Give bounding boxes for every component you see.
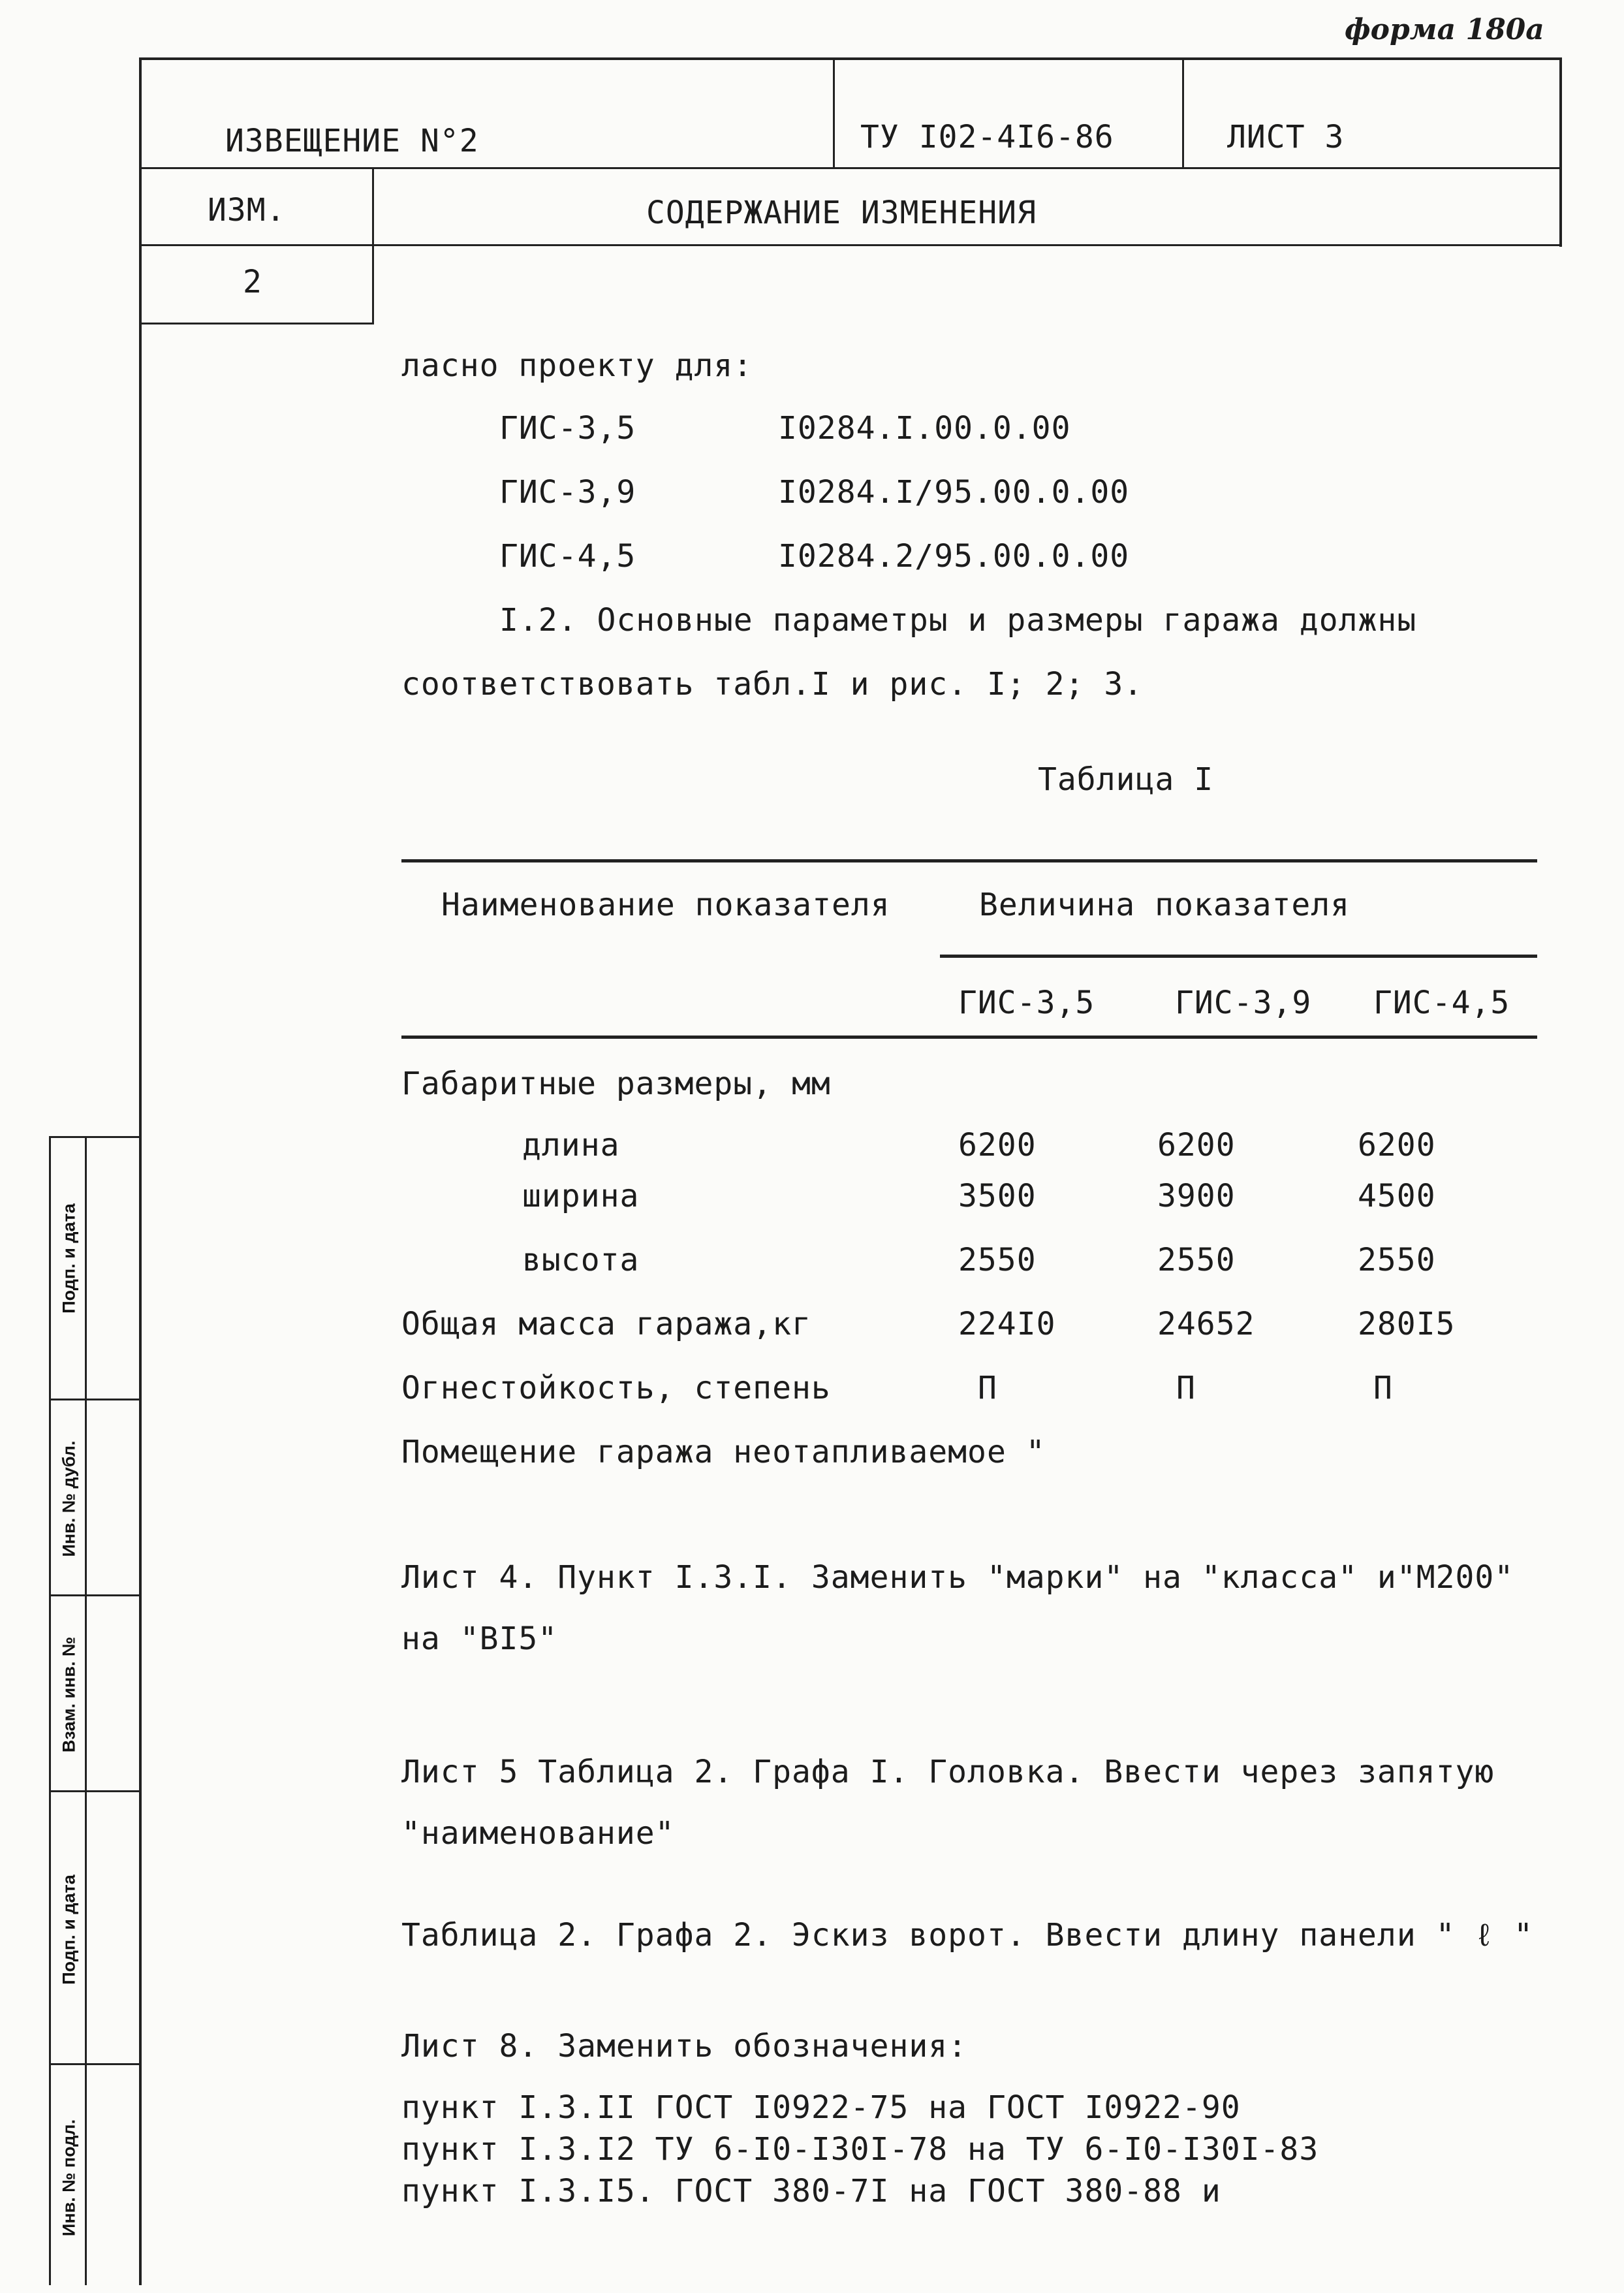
frame-top bbox=[139, 57, 1562, 60]
notice-number: ИЗВЕЩЕНИЕ N°2 bbox=[225, 123, 479, 159]
table-cell: П bbox=[1373, 1370, 1393, 1406]
table-cell: 2550 bbox=[1157, 1242, 1236, 1278]
stamp-strip-sep bbox=[49, 1790, 142, 1792]
spec-number: ТУ I02-4I6-86 bbox=[860, 119, 1114, 155]
table-cell: 6200 bbox=[1358, 1127, 1436, 1163]
stamp-strip-sep bbox=[49, 1399, 142, 1400]
change-item: пункт I.3.II ГОСТ I0922-75 на ГОСТ I0922-90 bbox=[401, 2089, 1241, 2126]
paragraph-1-2-line2: соответствовать табл.I и рис. I; 2; 3. bbox=[401, 666, 1144, 703]
column-row-line bbox=[139, 244, 1562, 246]
table-row-label: высота bbox=[522, 1242, 640, 1278]
table-cell: 2550 bbox=[1358, 1242, 1436, 1278]
stamp-strip-sep bbox=[49, 2063, 142, 2065]
table-row-label: ширина bbox=[522, 1178, 640, 1214]
table-cell: 4500 bbox=[1358, 1178, 1436, 1214]
stamp-strip-top bbox=[49, 1136, 142, 1138]
sheet-number: ЛИСТ 3 bbox=[1227, 119, 1345, 155]
table-model-header: ГИС-3,9 bbox=[1175, 985, 1312, 1021]
table-header-bottom-rule bbox=[401, 1036, 1537, 1039]
change-table2: Таблица 2. Графа 2. Эскиз ворот. Ввести длину панели " ℓ " bbox=[401, 1917, 1534, 1953]
table-cell: 24652 bbox=[1157, 1306, 1255, 1342]
frame-left bbox=[139, 57, 142, 2285]
header-row-line bbox=[139, 167, 1562, 169]
table-cell: П bbox=[978, 1370, 997, 1406]
table-header-value: Величина показателя bbox=[979, 887, 1351, 923]
table-cell: 280I5 bbox=[1358, 1306, 1456, 1342]
table-cell: 224I0 bbox=[958, 1306, 1056, 1342]
stamp-label-dup-inv: Инв. № дубл. bbox=[59, 1440, 79, 1557]
change-number: 2 bbox=[243, 264, 262, 300]
project-code: I0284.2/95.00.0.00 bbox=[778, 538, 1130, 575]
table-cell: 2550 bbox=[958, 1242, 1037, 1278]
project-name: ГИС-4,5 bbox=[499, 538, 636, 575]
stamp-strip-sep bbox=[49, 1594, 142, 1596]
stamp-label-sign-date: Подп. и дата bbox=[59, 1203, 79, 1314]
table-row-label: Общая масса гаража,кг bbox=[401, 1306, 811, 1342]
project-name: ГИС-3,9 bbox=[499, 474, 636, 511]
project-name: ГИС-3,5 bbox=[499, 410, 636, 447]
stamp-label-sign-date: Подп. и дата bbox=[59, 1874, 79, 1985]
change-sheet4-line1: Лист 4. Пункт I.3.I. Заменить "марки" на "класса" и"М200" bbox=[401, 1559, 1514, 1596]
table-row-label: Помещение гаража неотапливаемое " bbox=[401, 1434, 1046, 1470]
content-column-header: СОДЕРЖАНИЕ ИЗМЕНЕНИЯ bbox=[646, 195, 1037, 231]
frame-right bbox=[1559, 57, 1562, 247]
change-box-bottom bbox=[139, 323, 374, 324]
table-row-label: Габаритные размеры, мм bbox=[401, 1066, 831, 1102]
stamp-strip-divider bbox=[85, 1136, 87, 2285]
table-cell: 3900 bbox=[1157, 1178, 1236, 1214]
paragraph-1-2-line1: I.2. Основные параметры и размеры гаража должны bbox=[499, 602, 1417, 639]
table-header-name: Наименование показателя bbox=[441, 887, 890, 923]
change-col-divider bbox=[372, 167, 374, 324]
project-code: I0284.I.00.0.00 bbox=[778, 410, 1071, 447]
header-divider-1 bbox=[833, 57, 835, 168]
table-row-label: длина bbox=[522, 1127, 620, 1163]
change-column-header: ИЗМ. bbox=[208, 192, 286, 229]
table-cell: 3500 bbox=[958, 1178, 1037, 1214]
table-caption: Таблица I bbox=[1038, 761, 1214, 798]
change-sheet8-heading: Лист 8. Заменить обозначения: bbox=[401, 2028, 968, 2064]
change-sheet4-line2: на "BI5" bbox=[401, 1621, 558, 1657]
project-code: I0284.I/95.00.0.00 bbox=[778, 474, 1130, 511]
table-cell: П bbox=[1176, 1370, 1196, 1406]
change-sheet5-line1: Лист 5 Таблица 2. Графа I. Головка. Ввести через запятую bbox=[401, 1754, 1495, 1790]
stamp-label-orig-inv: Инв. № подл. bbox=[59, 2119, 79, 2237]
table-model-header: ГИС-4,5 bbox=[1373, 985, 1510, 1021]
change-item: пункт I.3.I2 ТУ 6-I0-I30I-78 на ТУ 6-I0-I30I-83 bbox=[401, 2131, 1319, 2168]
header-divider-2 bbox=[1182, 57, 1184, 168]
stamp-label-repl-inv: Взам. инв. № bbox=[59, 1636, 79, 1753]
table-cell: 6200 bbox=[1157, 1127, 1236, 1163]
table-sub-rule bbox=[940, 955, 1537, 958]
stamp-strip-left bbox=[49, 1136, 51, 2285]
change-sheet5-line2: "наименование" bbox=[401, 1815, 675, 1852]
intro-text: ласно проекту для: bbox=[401, 347, 753, 384]
table-model-header: ГИС-3,5 bbox=[958, 985, 1095, 1021]
table-row-label: Огнестойкость, степень bbox=[401, 1370, 831, 1406]
form-label: форма 180а bbox=[1345, 13, 1544, 46]
table-top-rule bbox=[401, 859, 1537, 862]
table-cell: 6200 bbox=[958, 1127, 1037, 1163]
change-item: пункт I.3.I5. ГОСТ 380-7I на ГОСТ 380-88 и bbox=[401, 2173, 1221, 2209]
